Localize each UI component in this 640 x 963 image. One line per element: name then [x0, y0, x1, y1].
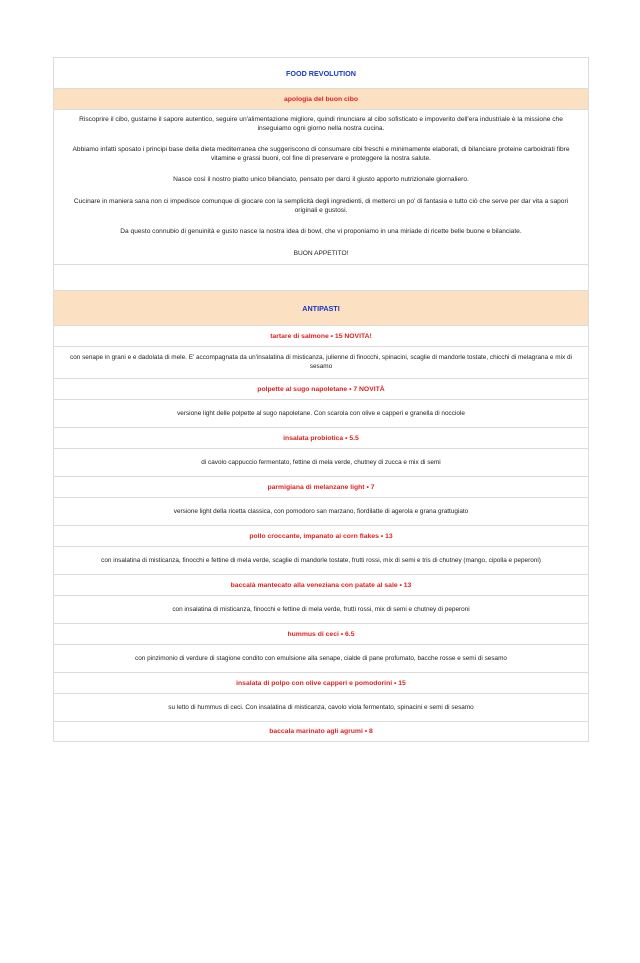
menu-page — [53, 57, 589, 742]
dish-description: versione light della ricetta classica, con pomodoro san marzano, fiordilatte di agerola e grana grattugiato — [54, 497, 588, 525]
dish-name: tartare di salmone • 15 NOVITA! — [54, 325, 588, 346]
intro-paragraph: Da questo connubio di genuinità e gusto nasce la nostra idea di bowl, che vi proponiamo in una miriade di ricette belle buone e bilanciate. — [120, 228, 522, 236]
page-subtitle: apologia del buon cibo — [54, 88, 588, 109]
intro-paragraph: Abbiamo infatti sposato i principi base della dieta mediterranea che suggeriscono di consumare cibi freschi e minimamente elaborati, di bilanciare proteine carboidrati fibre vitamine e grassi buoni, col fine di preservare e proteggere la nostra salute. — [72, 146, 570, 162]
intro-closing: BUON APPETITO! — [293, 249, 349, 257]
dish-name: insalata di polpo con olive capperi e pomodorini • 15 — [54, 672, 588, 693]
dish-description: con insalatina di misticanza, finocchi e fettine di mela verde, scaglie di mandorle tostate, frutti rossi, mix di semi e tris di chutney (mango, cipolla e peperoni) — [54, 546, 588, 574]
page-title: FOOD REVOLUTION — [54, 57, 588, 88]
intro-paragraph: Cucinare in maniera sana non ci impedisce comunque di giocare con la semplicità degli ingredienti, di metterci un po' di fantasia e tutto ciò che serve per dar vita a sapori originali e gustosi. — [73, 197, 569, 214]
dish-name: parmigiana di melanzane light • 7 — [54, 476, 588, 497]
dish-name: baccalà mantecato alla veneziana con patate al sale • 13 — [54, 574, 588, 595]
dish-description: versione light delle polpette al sugo napoletane. Con scarola con olive e capperi e granella di nocciole — [54, 399, 588, 427]
spacer-row — [54, 264, 588, 290]
dish-description: con pinzimonio di verdure di stagione condito con emulsione alla senape, cialde di pane profumato, bacche rosse e semi di sesamo — [54, 644, 588, 672]
dish-name: hummus di ceci • 6.5 — [54, 623, 588, 644]
section-title-antipasti: ANTIPASTI — [54, 290, 588, 325]
dish-description: di cavolo cappuccio fermentato, fettine di mela verde, chutney di zucca e mix di semi — [54, 448, 588, 476]
dish-name: insalata probiotica • 5.5 — [54, 427, 588, 448]
dish-name: baccala marinato agli agrumi • 8 — [54, 721, 588, 742]
dish-description: su letto di hummus di ceci. Con insalatina di misticanza, cavolo viola fermentato, spinacini e semi di sesamo — [54, 693, 588, 721]
intro-paragraph: Riscoprire il cibo, gustarne il sapore autentico, seguire un'alimentazione migliore, quindi rinunciare al cibo sofisticato e impoverito dell'era industriale è la missione che inseguiamo ogni giorno nella nostra cucina. — [79, 116, 563, 132]
dish-description: con senape in grani e e dadolata di mele. E' accompagnata da un'insalatina di misticanza, julienne di finocchi, spinacini, scaglie di mandorle tostate, chicchi di melagrana e mix di sesamo — [54, 346, 588, 378]
dish-name: pollo croccante, impanato ai corn flakes • 13 — [54, 525, 588, 546]
intro-text — [54, 109, 588, 264]
dish-description: con insalatina di misticanza, finocchi e fettine di mela verde, frutti rossi, mix di semi e chutney di peperoni — [54, 595, 588, 623]
dish-name: polpette al sugo napoletane • 7 NOVITÀ — [54, 378, 588, 399]
intro-paragraph: Nasce così il nostro piatto unico bilanciato, pensato per darci il giusto apporto nutrizionale giornaliero. — [173, 176, 469, 184]
